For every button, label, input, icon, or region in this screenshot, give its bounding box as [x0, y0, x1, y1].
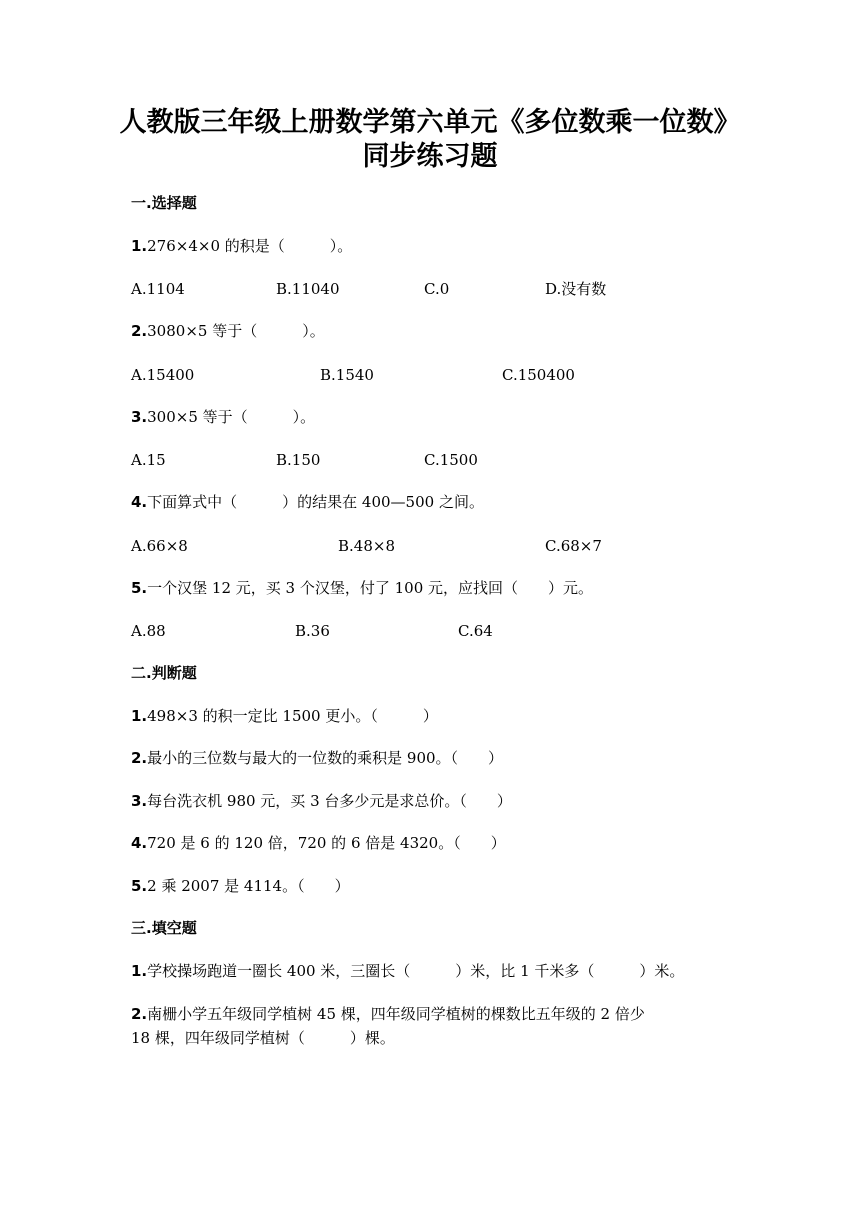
- question-number: 3.: [131, 408, 148, 426]
- option-c: C.64: [458, 622, 493, 640]
- question-number: 2.: [131, 322, 148, 340]
- question-number: 4.: [131, 493, 148, 511]
- option-b: B.11040: [276, 280, 340, 298]
- option-c: C.150400: [502, 366, 575, 384]
- option-b: B.1540: [320, 366, 374, 384]
- question-1-4: [131, 492, 484, 512]
- page-title-line1: 人教版三年级上册数学第六单元《多位数乘一位数》: [119, 107, 741, 138]
- section-heading-fill: 三.填空题: [131, 919, 197, 937]
- question-text: 300×5 等于（ ）。: [147, 408, 316, 426]
- option-a: A.66×8: [131, 537, 188, 555]
- question-3-2: [131, 1004, 645, 1024]
- question-text: 每台洗衣机 980 元，买 3 台多少元是求总价。（ ）: [147, 792, 512, 810]
- option-d: D.没有数: [545, 280, 607, 298]
- question-number: 1.: [131, 707, 148, 725]
- option-c: C.1500: [424, 451, 478, 469]
- option-a: A.1104: [131, 280, 185, 298]
- question-text: 498×3 的积一定比 1500 更小。（ ）: [147, 707, 438, 725]
- question-text: 2 乘 2007 是 4114。（ ）: [147, 877, 350, 895]
- section-heading-judge: 二.判断题: [131, 664, 197, 682]
- option-c: C.68×7: [545, 537, 602, 555]
- question-number: 4.: [131, 834, 148, 852]
- question-text: 下面算式中（ ）的结果在 400—500 之间。: [147, 493, 484, 511]
- question-number: 5.: [131, 579, 148, 597]
- question-text: 720 是 6 的 120 倍，720 的 6 倍是 4320。（ ）: [147, 834, 506, 852]
- question-2-4: [131, 833, 506, 853]
- option-a: A.15400: [131, 366, 195, 384]
- question-2-3: [131, 791, 512, 811]
- question-number: 2.: [131, 749, 148, 767]
- question-1-3: [131, 407, 315, 427]
- question-3-2-continued: 18 棵，四年级同学植树（ ）棵。: [131, 1029, 395, 1047]
- question-2-5: [131, 876, 350, 896]
- question-1-1: [131, 236, 352, 256]
- question-number: 1.: [131, 962, 148, 980]
- option-b: B.150: [276, 451, 321, 469]
- option-c: C.0: [424, 280, 450, 298]
- question-number: 2.: [131, 1005, 148, 1023]
- question-text: 276×4×0 的积是（ ）。: [147, 237, 353, 255]
- question-text: 最小的三位数与最大的一位数的乘积是 900。（ ）: [147, 749, 504, 767]
- question-text: 学校操场跑道一圈长 400 米，三圈长（ ）米，比 1 千米多（ ）米。: [147, 962, 685, 980]
- question-text: 3080×5 等于（ ）。: [147, 322, 325, 340]
- option-b: B.36: [295, 622, 330, 640]
- question-3-1: [131, 961, 684, 981]
- option-a: A.88: [131, 622, 166, 640]
- option-a: A.15: [131, 451, 166, 469]
- question-1-2: [131, 321, 325, 341]
- page-title-line2: 同步练习题: [362, 141, 498, 172]
- question-1-5: [131, 578, 593, 598]
- question-text: 一个汉堡 12 元，买 3 个汉堡，付了 100 元，应找回（ ）元。: [147, 579, 594, 597]
- question-text: 南栅小学五年级同学植树 45 棵，四年级同学植树的棵数比五年级的 2 倍少: [147, 1005, 645, 1023]
- option-b: B.48×8: [338, 537, 395, 555]
- section-heading-choice: 一.选择题: [131, 194, 197, 212]
- question-2-2: [131, 748, 503, 768]
- question-number: 1.: [131, 237, 148, 255]
- question-number: 5.: [131, 877, 148, 895]
- question-2-1: [131, 706, 438, 726]
- question-number: 3.: [131, 792, 148, 810]
